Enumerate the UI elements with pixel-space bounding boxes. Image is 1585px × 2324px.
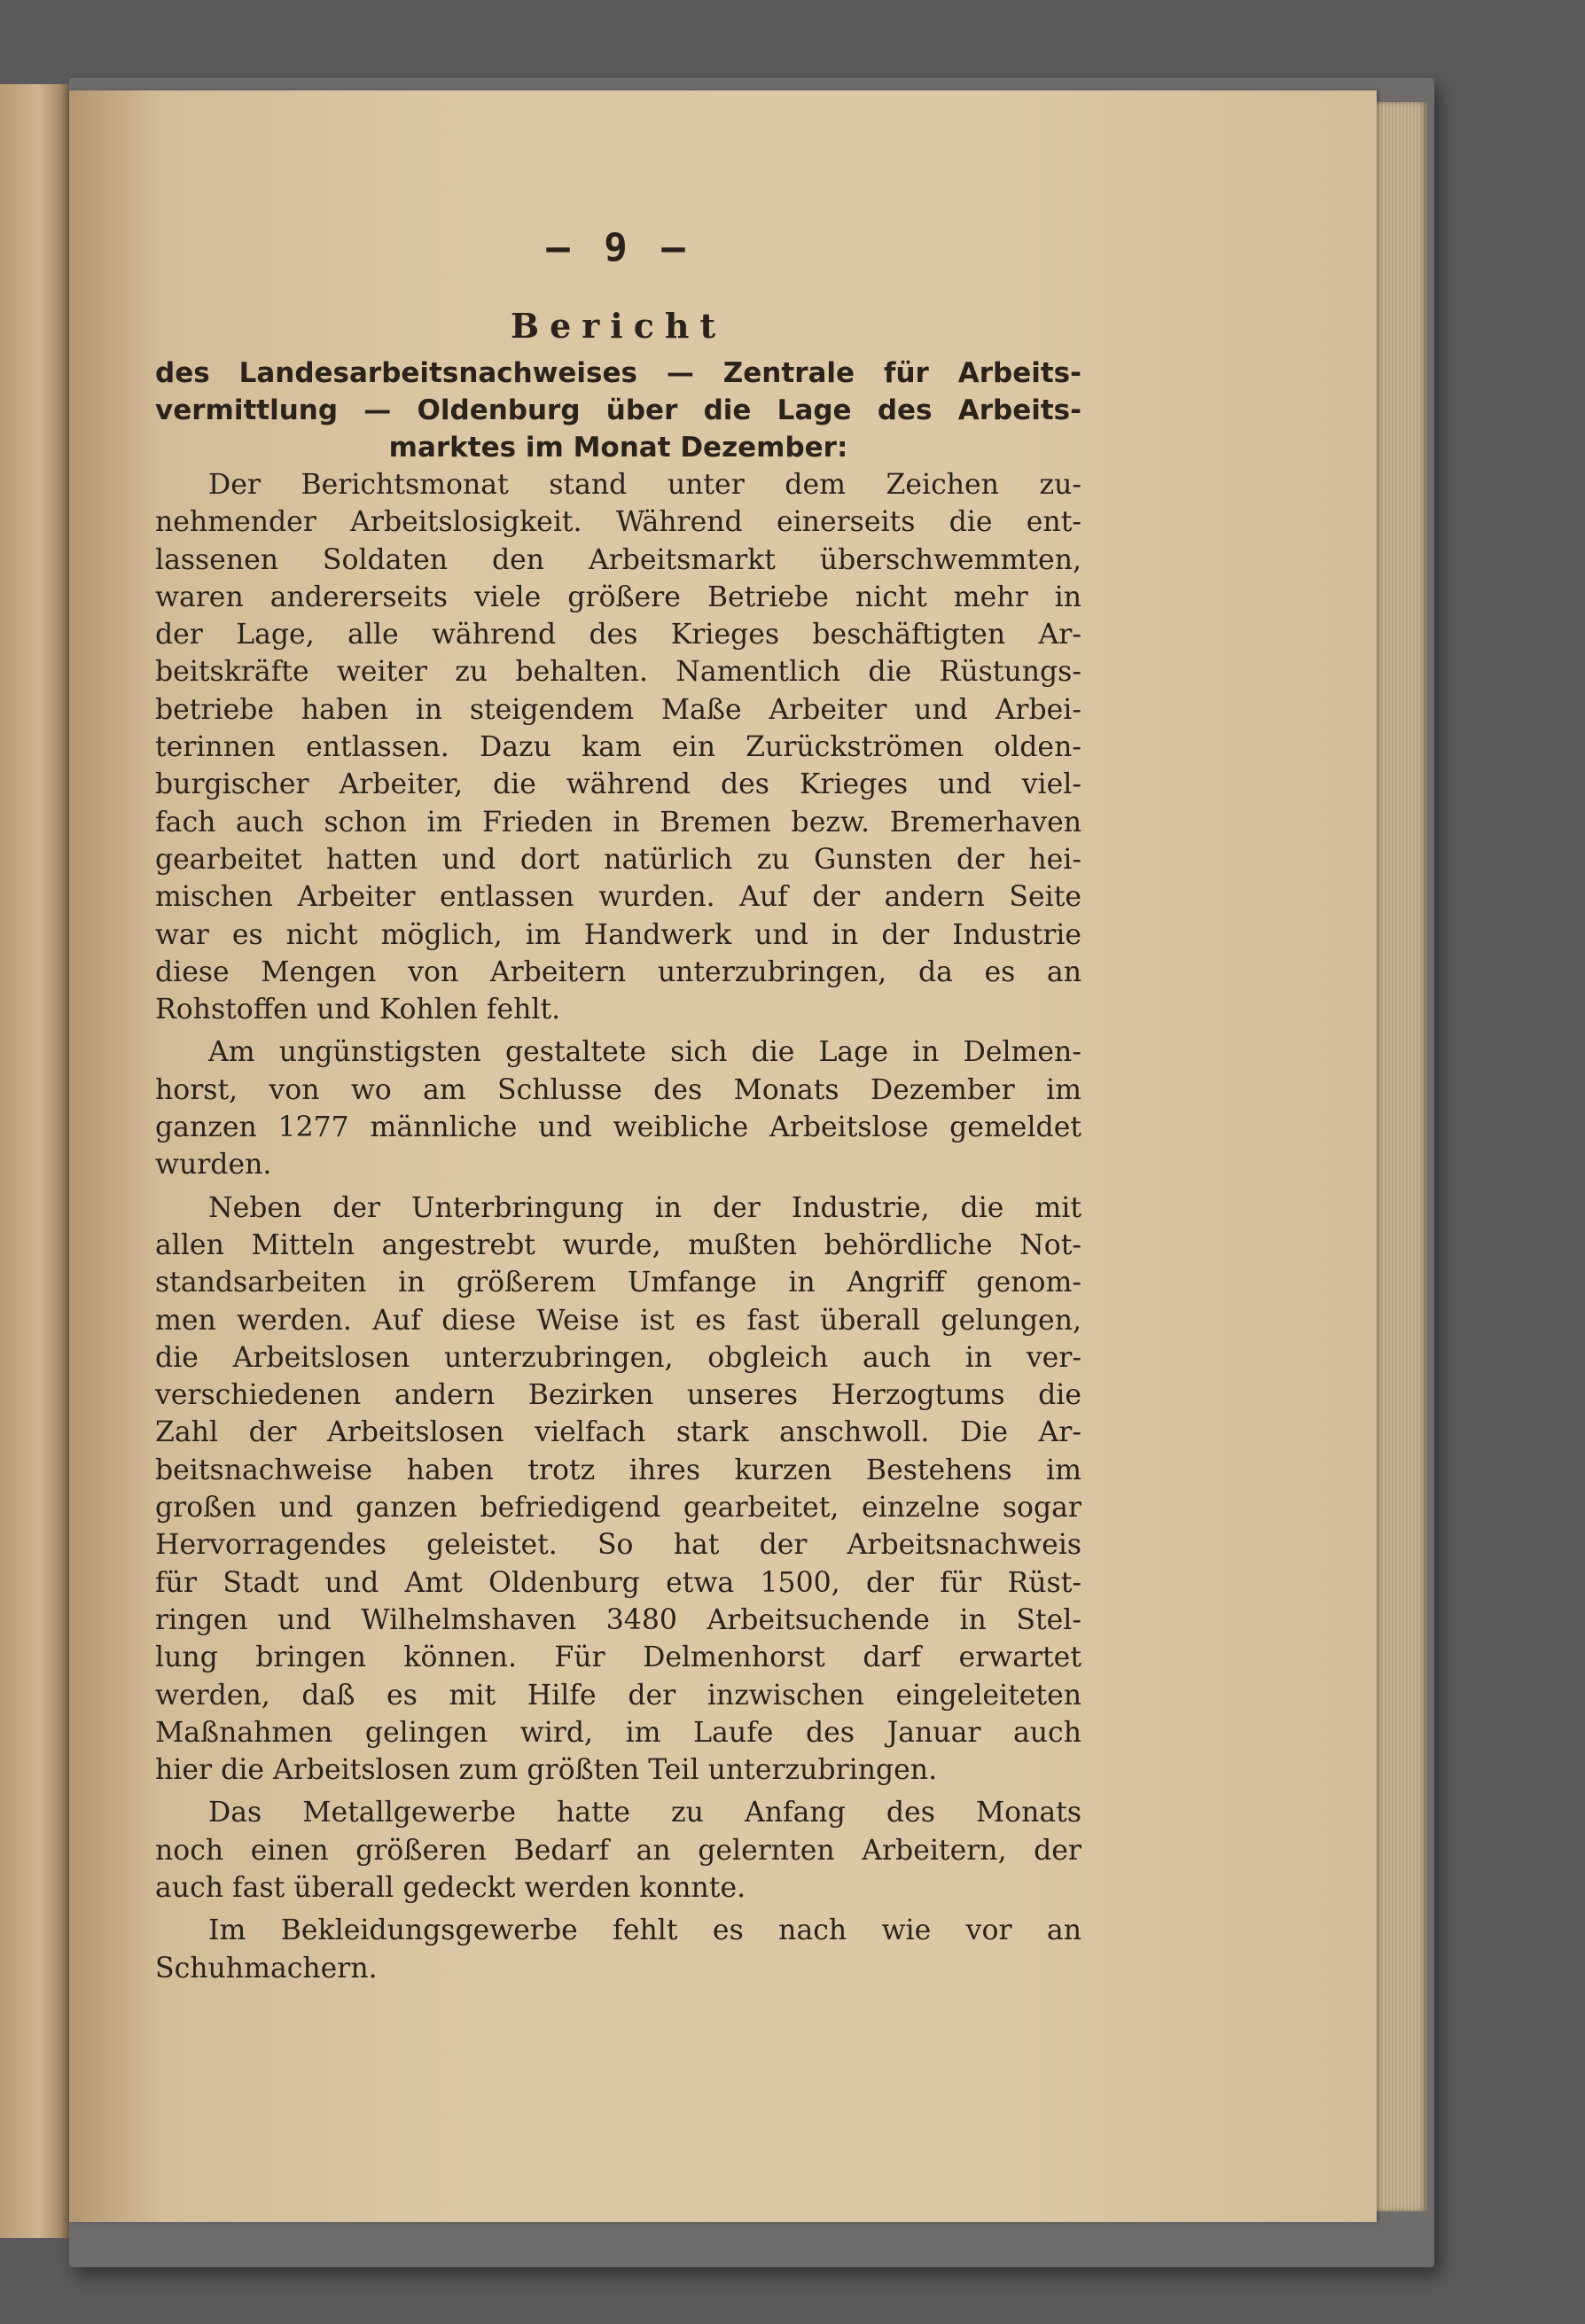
text-line: die Arbeitslosen unterzubringen, obgleich auch in ver- [155, 1341, 1081, 1374]
page-number: — 9 — [546, 225, 691, 270]
facing-page-edge [0, 84, 71, 2238]
text-line: der Lage, alle während des Krieges beschäftigten Ar- [155, 619, 1081, 651]
text-line: horst, von wo am Schlusse des Monats Dezember im [155, 1073, 1081, 1106]
text-line: großen und ganzen befriedigend gearbeitet, einzelne sogar [155, 1492, 1081, 1525]
text-line: diese Mengen von Arbeitern unterzubringen, da es an [155, 955, 1081, 988]
report-heading: Bericht [510, 306, 727, 346]
text-line: gearbeitet hatten und dort natürlich zu Gunsten der hei- [155, 843, 1081, 876]
text-line: hier die Arbeitslosen zum größten Teil unterzubringen. [155, 1754, 938, 1787]
text-line: Maßnahmen gelingen wird, im Laufe des Januar auch [155, 1716, 1081, 1749]
text-line: verschiedenen andern Bezirken unseres Herzogtums die [155, 1379, 1081, 1412]
text-line: nehmender Arbeitslosigkeit. Während einerseits die ent- [155, 506, 1081, 539]
text-line: men werden. Auf diese Weise ist es fast überall gelungen, [155, 1304, 1081, 1337]
text-line: werden, daß es mit Hilfe der inzwischen eingeleiteten [155, 1679, 1081, 1712]
text-line: waren andererseits viele größere Betriebe nicht mehr in [155, 581, 1081, 613]
text-line: Der Berichtsmonat stand unter dem Zeichen zu- [208, 469, 1081, 501]
text-line: Schuhmachern. [155, 1952, 378, 1985]
text-line: noch einen größeren Bedarf an gelernten Arbeitern, der [155, 1834, 1081, 1867]
text-line: Im Bekleidungsgewerbe fehlt es nach wie vor an [208, 1915, 1081, 1947]
text-line: betriebe haben in steigendem Maße Arbeiter und Arbei- [155, 693, 1081, 726]
paragraph [155, 1033, 1081, 1183]
paragraph [155, 1794, 1081, 1907]
body-text [155, 466, 1081, 1987]
text-line: beitskräfte weiter zu behalten. Namentlich die Rüstungs- [155, 656, 1081, 689]
text-line: Zahl der Arbeitslosen vielfach stark anschwoll. Die Ar- [155, 1416, 1081, 1449]
paragraph [155, 1912, 1081, 1987]
text-line: Neben der Unterbringung in der Industrie, die mit [208, 1191, 1081, 1224]
text-line: allen Mitteln angestrebt wurde, mußten behördliche Not- [155, 1228, 1081, 1261]
text-line: standsarbeiten in größerem Umfange in Angriff genom- [155, 1267, 1081, 1299]
text-line: burgischer Arbeiter, die während des Krieges und viel- [155, 768, 1081, 801]
text-line: für Stadt und Amt Oldenburg etwa 1500, der für Rüst- [155, 1566, 1081, 1599]
text-line: fach auch schon im Frieden in Bremen bezw. Bremerhaven [155, 806, 1081, 838]
text-line: beitsnachweise haben trotz ihres kurzen Bestehens im [155, 1454, 1081, 1486]
text-line: mischen Arbeiter entlassen wurden. Auf der andern Seite [155, 881, 1081, 914]
text-line: ganzen 1277 männliche und weibliche Arbeitslose gemeldet [155, 1111, 1081, 1144]
paragraph [155, 1189, 1081, 1790]
text-line: Hervorragendes geleistet. So hat der Arbeitsnachweis [155, 1529, 1081, 1562]
subheading-line: des Landesarbeitsnachweises — Zentrale für Arbeits- [155, 357, 1081, 389]
page-text [155, 222, 1081, 1987]
report-subheading [155, 355, 1081, 466]
subheading-line: vermittlung — Oldenburg über die Lage des Arbeits- [155, 394, 1081, 426]
text-line: lassenen Soldaten den Arbeitsmarkt überschwemmten, [155, 543, 1081, 576]
text-line: war es nicht möglich, im Handwerk und in der Industrie [155, 918, 1081, 951]
text-line: ringen und Wilhelmshaven 3480 Arbeitsuchende in Stel- [155, 1603, 1081, 1636]
text-line: terinnen entlassen. Dazu kam ein Zurückströmen olden- [155, 731, 1081, 764]
text-line: auch fast überall gedeckt werden konnte. [155, 1871, 746, 1904]
text-line: Rohstoffen und Kohlen fehlt. [155, 994, 561, 1026]
text-line: lung bringen können. Für Delmenhorst darf erwartet [155, 1642, 1081, 1674]
paragraph [155, 466, 1081, 1028]
page-block-edge [1372, 102, 1427, 2211]
text-line: Das Metallgewerbe hatte zu Anfang des Monats [208, 1797, 1081, 1829]
subheading-line: marktes im Monat Dezember: [388, 432, 848, 464]
text-line: Am ungünstigsten gestaltete sich die Lage in Delmen- [208, 1036, 1081, 1069]
text-line: wurden. [155, 1149, 272, 1181]
